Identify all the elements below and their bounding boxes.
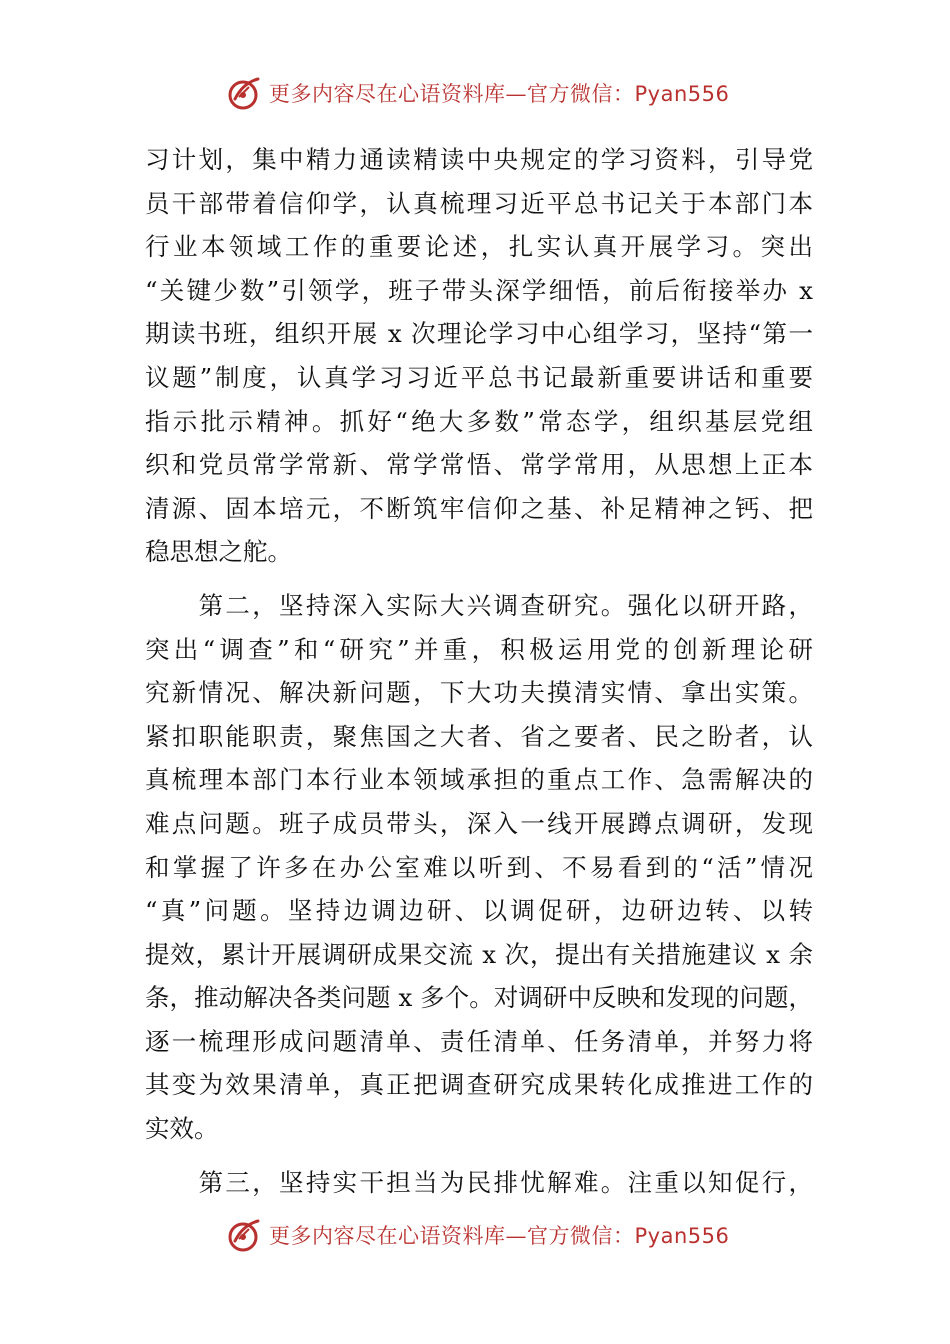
text-line: “关键少数”引领学，班子带头深学细悟，前后衔接举办 x [145,275,813,305]
text-line: 行业本领域工作的重要论述，扎实认真开展学习。突出 [145,232,813,262]
text-line: 逐一梳理形成问题清单、责任清单、任务清单，并努力将 [145,1026,813,1056]
text-line: 期读书班，组织开展 x 次理论学习中心组学习，坚持“第一 [145,319,813,349]
watermark-header [0,73,950,113]
logo-icon [225,1215,265,1255]
logo-icon [225,73,265,113]
text-line: 织和党员常学常新、常学常悟、常学常用，从思想上正本 [145,450,813,480]
text-line: 难点问题。班子成员带头，深入一线开展蹲点调研，发现 [145,808,813,838]
text-line: 习计划，集中精力通读精读中央规定的学习资料，引导党 [145,145,813,174]
text-line: 紧扣职能职责，聚焦国之大者、省之要者、民之盼者，认 [145,721,813,751]
text-line: 提效，累计开展调研成果交流 x 次，提出有关措施建议 x 余 [145,939,813,969]
paragraph [145,584,813,1151]
text-line: 稳思想之舵。 [145,537,292,567]
text-line: 真梳理本部门本行业本领域承担的重点工作、急需解决的 [145,765,813,795]
text-line: 议题”制度，认真学习习近平总书记最新重要讲话和重要 [145,362,813,392]
watermark-text: 更多内容尽在心语资料库—官方微信：Pyan556 [269,82,730,106]
text-line: 第二，坚持深入实际大兴调查研究。强化以研开路， [145,590,813,620]
text-line: 第三，坚持实干担当为民排忧解难。注重以知促行， [145,1167,813,1197]
watermark-footer [0,1215,950,1255]
document-body [145,138,813,1204]
watermark-text: 更多内容尽在心语资料库—官方微信：Pyan556 [269,1224,730,1248]
text-line: “真”问题。坚持边调边研、以调促研，边研边转、以转 [145,896,813,926]
text-line: 其变为效果清单，真正把调查研究成果转化成推进工作的 [145,1070,813,1100]
text-line: 突出“调查”和“研究”并重，积极运用党的创新理论研 [145,634,813,664]
text-line: 清源、固本培元，不断筑牢信仰之基、补足精神之钙、把 [145,493,813,523]
wechat-id: Pyan556 [634,1224,730,1248]
text-line: 究新情况、解决新问题，下大功夫摸清实情、拿出实策。 [145,678,813,708]
text-line: 实效。 [145,1114,219,1144]
text-line: 指示批示精神。抓好“绝大多数”常态学，组织基层党组 [145,406,813,436]
paragraph [145,1161,813,1205]
text-line: 员干部带着信仰学，认真梳理习近平总书记关于本部门本 [145,188,813,218]
paragraph [145,138,813,574]
text-line: 和掌握了许多在办公室难以听到、不易看到的“活”情况 [145,852,813,882]
wechat-id: Pyan556 [634,82,730,106]
text-line: 条，推动解决各类问题 x 多个。对调研中反映和发现的问题， [145,983,813,1013]
